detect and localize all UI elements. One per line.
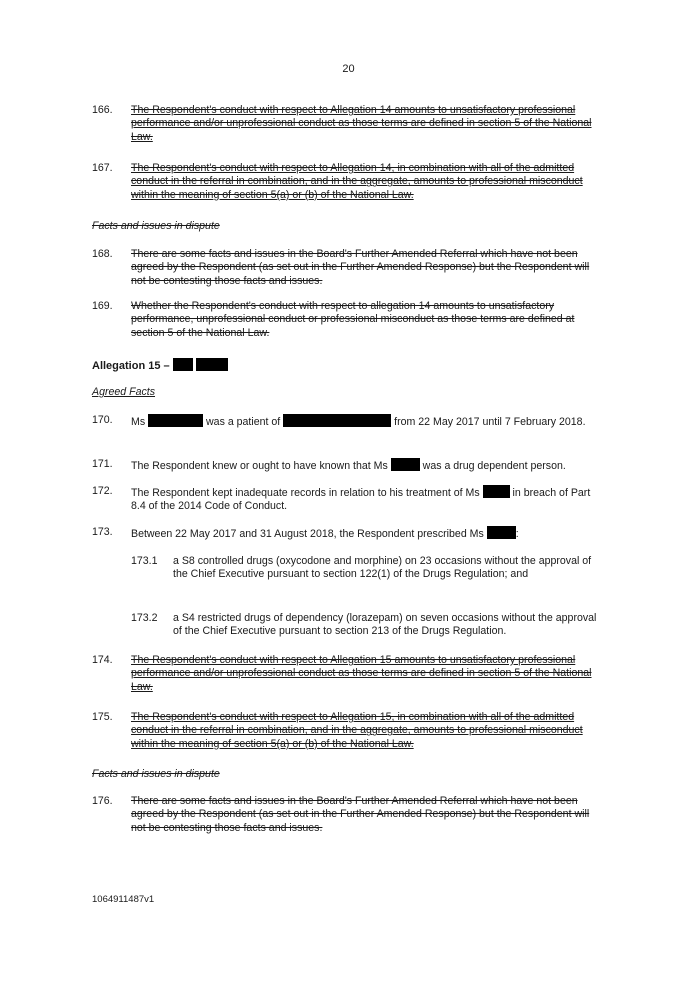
redaction-block — [487, 526, 516, 539]
redaction-block — [196, 358, 228, 371]
allegation-heading — [92, 358, 228, 373]
text-segment: was a drug dependent person. — [422, 460, 566, 472]
text-segment: in breach of Part 8.4 of the 2014 Code of Conduct. — [131, 487, 591, 513]
paragraph-number: 169. — [92, 300, 113, 312]
text-segment: from 22 May 2017 until 7 February 2018. — [394, 416, 586, 428]
redaction-block — [391, 458, 420, 471]
paragraph-170 — [92, 414, 602, 442]
paragraph-text — [131, 526, 602, 541]
text-segment: The Respondent knew or ought to have known that Ms — [131, 460, 388, 472]
paragraph-166 — [92, 104, 602, 144]
text-segment: Between 22 May 2017 and 31 August 2018, the Respondent prescribed Ms — [131, 528, 484, 540]
paragraph-text: The Respondent's conduct with respect to Allegation 14, in combination with all of the admitted conduct in the referral in combination, and in the aggregate, amounts to professional misconduct within the meaning of section 5(a) or (b) of the National Law. — [131, 162, 583, 201]
paragraph-175 — [92, 711, 602, 751]
paragraph-text: The Respondent's conduct with respect to Allegation 15 amounts to unsatisfactory professional performance and/or unprofessional conduct as those terms are defined in section 5 of the National Law. — [131, 654, 592, 693]
paragraph-number: 170. — [92, 414, 113, 426]
subparagraph-number: 173.1 — [131, 555, 158, 567]
subparagraph-173-2 — [131, 612, 602, 640]
paragraph-174 — [92, 654, 602, 694]
text-segment: The Respondent kept inadequate records in relation to his treatment of Ms — [131, 487, 480, 499]
paragraph-171 — [92, 458, 602, 474]
paragraph-text: The Respondent's conduct with respect to Allegation 14 amounts to unsatisfactory professional performance and/or unprofessional conduct as those terms are defined in section 5 of the National Law. — [131, 104, 592, 143]
paragraph-number: 174. — [92, 654, 113, 666]
subparagraph-number: 173.2 — [131, 612, 158, 624]
paragraph-text: There are some facts and issues in the Board's Further Amended Referral which have not been agreed by the Respondent (as set out in the Further Amended Response) but the Respondent will not be contesting those facts and issues. — [131, 248, 590, 287]
redaction-block — [148, 414, 203, 427]
paragraph-172 — [92, 485, 602, 513]
redaction-block — [173, 358, 193, 371]
paragraph-169 — [92, 300, 602, 340]
page-number: 20 — [342, 63, 355, 75]
paragraph-text: The Respondent's conduct with respect to Allegation 15, in combination with all of the admitted conduct in the referral in combination, and in the aggregate, amounts to professional misconduct within the meaning of section 5(a) or (b) of the National Law. — [131, 711, 583, 750]
paragraph-number: 167. — [92, 162, 113, 174]
redaction-block — [283, 414, 391, 427]
subparagraph-173-1 — [131, 555, 602, 597]
paragraph-number: 171. — [92, 458, 113, 470]
paragraph-number: 176. — [92, 795, 113, 807]
section-heading-facts-in-dispute: Facts and issues in dispute — [92, 220, 220, 232]
text-segment: was a patient of — [206, 416, 281, 428]
paragraph-number: 168. — [92, 248, 113, 260]
paragraph-number: 175. — [92, 711, 113, 723]
paragraph-168 — [92, 248, 602, 288]
subparagraph-text: a S8 controlled drugs (oxycodone and morphine) on 23 occasions without the approval of the Chief Executive pursuant to section 122(1) of the Drugs Regulation; and — [173, 555, 592, 581]
allegation-title: Allegation 15 – — [92, 360, 170, 372]
subparagraph-text: a S4 restricted drugs of dependency (lorazepam) on seven occasions without the approval of the Chief Executive pursuant to section 213 of the Drugs Regulation. — [173, 612, 597, 638]
paragraph-167 — [92, 162, 602, 202]
text-segment: Ms — [131, 416, 146, 428]
document-id-footer: 1064911487v1 — [92, 894, 155, 905]
paragraph-173 — [92, 526, 602, 542]
paragraph-text — [131, 485, 602, 514]
paragraph-text: Whether the Respondent's conduct with respect to allegation 14 amounts to unsatisfactory performance, unprofessional conduct or professional misconduct as those terms are defined at section 5 of the National Law. — [131, 300, 575, 339]
paragraph-number: 172. — [92, 485, 113, 497]
section-heading-facts-in-dispute: Facts and issues in dispute — [92, 768, 220, 780]
text-segment: : — [515, 528, 519, 540]
agreed-facts-heading: Agreed Facts — [92, 386, 156, 398]
paragraph-text — [131, 414, 602, 429]
redaction-block — [483, 485, 510, 498]
paragraph-text: There are some facts and issues in the Board's Further Amended Referral which have not been agreed by the Respondent (as set out in the Further Amended Response) but the Respondent will not be contesting those facts and issues. — [131, 795, 590, 834]
paragraph-number: 166. — [92, 104, 113, 116]
paragraph-176 — [92, 795, 602, 835]
paragraph-text — [131, 458, 602, 473]
paragraph-number: 173. — [92, 526, 113, 538]
